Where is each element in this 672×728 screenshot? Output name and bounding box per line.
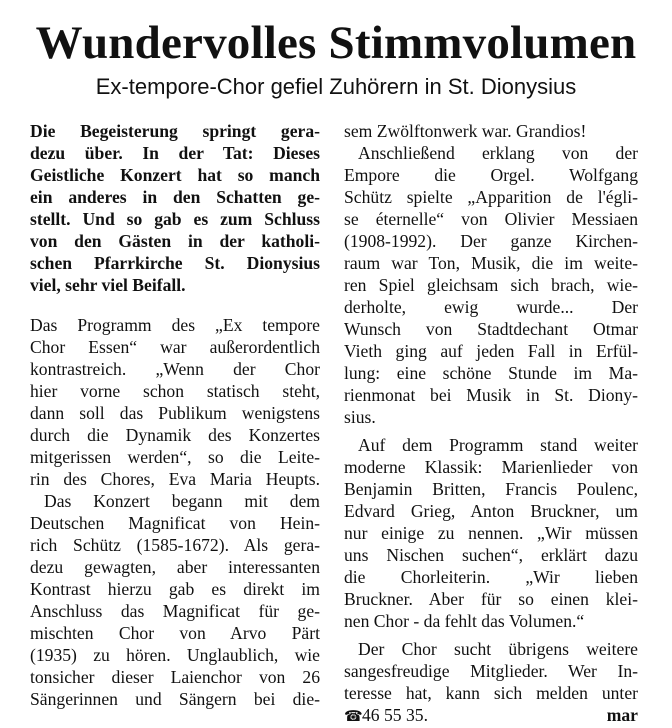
text-line: mischten Chor von Arvo Pärt [30,623,320,643]
text-line: Deutschen Magnificat von Hein- [30,513,320,533]
text-line: Die Begeisterung springt gera- [30,121,320,141]
text-line: rienmonat bei Musik in St. Diony- [344,385,638,405]
text-line: Der Chor sucht übrigens weitere [358,639,638,659]
contact-line [344,704,638,726]
text-line: se éternelle“ von Olivier Messiaen [344,209,638,229]
text-line: Das Konzert begann mit dem [44,491,320,511]
text-line: die Chorleiterin. „Wir lieben [344,567,638,587]
text-line: Chor Essen“ war außerordentlich [30,337,320,357]
paragraph [344,434,638,632]
paragraph [30,490,320,710]
paragraph [344,638,638,726]
text-line: sangesfreudige Mitglieder. Wer In- [344,661,638,681]
text-line: Auf dem Programm stand weiter [358,435,638,455]
telephone-icon: ☎ [344,709,363,725]
phone-number: 46 55 35. [362,705,428,725]
text-line: nur einige zu nennen. „Wir müssen [344,523,638,543]
phone-contact [344,704,428,726]
text-line: stellt. Und so gab es zum Schluss [30,209,320,229]
text-line: schen Pfarrkirche St. Dionysius [30,253,320,273]
paragraph [30,314,320,490]
headline: Wundervolles Stimmvolumen [35,17,637,69]
text-line: von den Gästen in der katholi- [30,231,320,251]
text-line: sius. [344,407,376,427]
text-line: Edvard Grieg, Anton Bruckner, um [344,501,638,521]
text-line: dann soll das Publikum wenigstens [30,403,320,423]
text-line: Empore die Orgel. Wolfgang [344,165,638,185]
text-line: ren Spiel gleichsam sich brach, wie- [344,275,638,295]
left-column [30,120,320,710]
text-line: mitgerissen werden“, so die Leite- [30,447,320,467]
text-line: (1908-1992). Der ganze Kirchen- [344,231,638,251]
author-initials: mar [606,705,638,725]
text-line: lung: eine schöne Stunde im Ma- [344,363,638,383]
text-line: Bruckner. Aber für so einen klei- [344,589,638,609]
text-line: Das Programm des „Ex tempore [30,315,320,335]
paragraph [344,120,638,142]
lead-paragraph [30,120,320,296]
text-line: ein anderes in den Schatten ge- [30,187,320,207]
text-line: Benjamin Britten, Francis Poulenc, [344,479,638,499]
text-line: rin des Chores, Eva Maria Heupts. [30,469,320,489]
paragraph-gap [30,296,320,314]
text-line: dezu gewagten, aber interessanten [30,557,320,577]
text-line: Wunsch von Stadtdechant Otmar [344,319,638,339]
text-line: Geistliche Konzert hat so manch [30,165,320,185]
text-line: Kontrast hierzu gab es direkt im [30,579,320,599]
text-line: hier vorne schon statisch steht, [30,381,320,401]
text-line: sem Zwölftonwerk war. Grandios! [344,121,587,141]
text-line: Schütz spielte „Apparition de l'égli- [344,187,638,207]
text-line: rich Schütz (1585-1672). Als gera- [30,535,320,555]
paragraph [344,142,638,428]
text-line: Anschluss das Magnificat für ge- [30,601,320,621]
text-line: durch die Dynamik des Konzertes [30,425,320,445]
text-line: dezu über. In der Tat: Dieses [30,143,320,163]
text-line: moderne Klassik: Marienlieder von [344,457,638,477]
text-line: raum war Ton, Musik, die im weite- [344,253,638,273]
text-line: derholte, ewig wurde... Der [344,297,638,317]
text-line: tonsicher dieser Laienchor von 26 [30,667,320,687]
text-line: Sängerinnen und Sängern bei die- [30,689,320,709]
text-line: teresse hat, kann sich melden unter [344,683,638,703]
text-line: viel, sehr viel Beifall. [30,275,186,295]
text-line: Vieth ging auf jeden Fall in Erfül- [344,341,638,361]
right-column [344,120,638,726]
text-line: (1935) zu hören. Unglaublich, wie [30,645,320,665]
text-line: nen Chor - da fehlt das Volumen.“ [344,611,585,631]
subheadline: Ex-tempore-Chor gefiel Zuhörern in St. Dionysius [95,74,577,99]
text-line: Anschließend erklang von der [358,143,638,163]
text-line: uns Nischen suchen“, erklärt dazu [344,545,638,565]
text-line: kontrastreich. „Wenn der Chor [30,359,320,379]
